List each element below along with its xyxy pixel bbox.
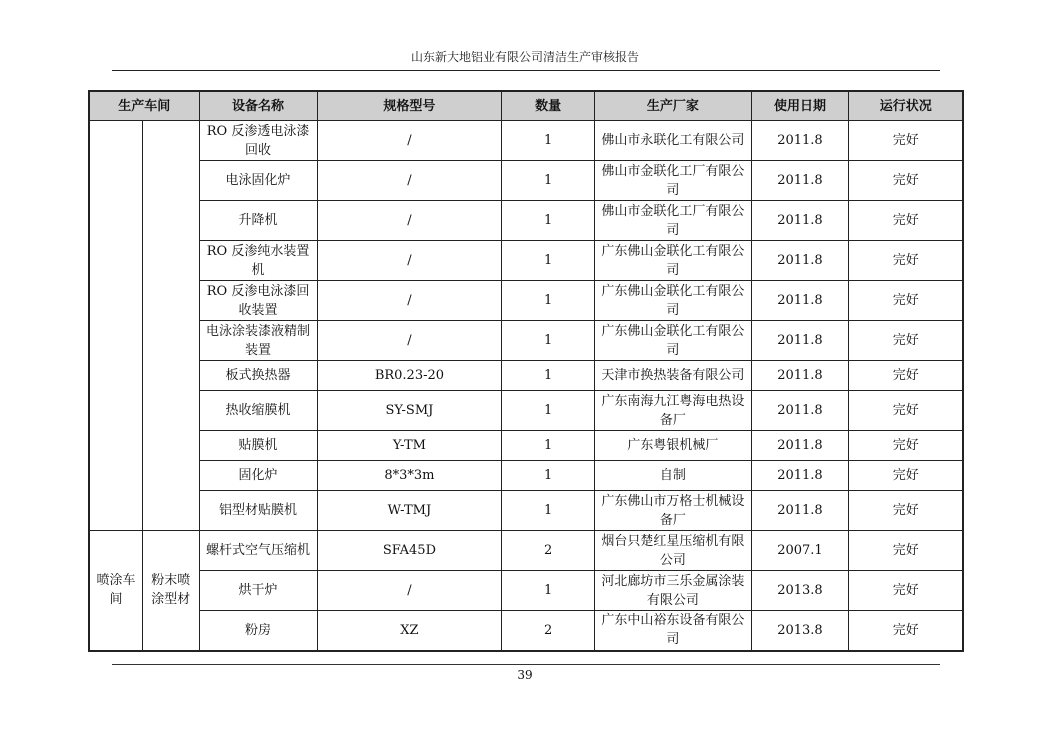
manufacturer-cell: 广东南海九江粤海电热设备厂 [595, 391, 751, 431]
table-row [89, 461, 963, 491]
equipment-table [88, 90, 964, 652]
status-cell: 完好 [849, 391, 963, 431]
manufacturer-cell: 广东佛山金联化工有限公司 [595, 241, 751, 281]
use-date-cell: 2011.8 [751, 361, 849, 391]
table-row [89, 391, 963, 431]
spec-cell: / [317, 121, 502, 161]
table-row [89, 431, 963, 461]
line-cell [142, 121, 199, 531]
table-row [89, 611, 963, 651]
col-header-status: 运行状况 [849, 91, 963, 121]
table-row [89, 571, 963, 611]
use-date-cell: 2011.8 [751, 161, 849, 201]
workshop-cell [89, 121, 142, 531]
col-header-maker: 生产厂家 [595, 91, 751, 121]
quantity-cell: 2 [502, 611, 595, 651]
equipment-name-cell: 固化炉 [199, 461, 317, 491]
status-cell: 完好 [849, 361, 963, 391]
spec-cell: SFA45D [317, 531, 502, 571]
footer-rule [112, 664, 940, 665]
table-row [89, 121, 963, 161]
use-date-cell: 2013.8 [751, 611, 849, 651]
equipment-name-cell: 铝型材贴膜机 [199, 491, 317, 531]
table-row [89, 241, 963, 281]
manufacturer-cell: 天津市换热装备有限公司 [595, 361, 751, 391]
header-rule [112, 70, 940, 71]
quantity-cell: 1 [502, 491, 595, 531]
status-cell: 完好 [849, 121, 963, 161]
spec-cell: SY-SMJ [317, 391, 502, 431]
spec-cell: Y-TM [317, 431, 502, 461]
use-date-cell: 2011.8 [751, 321, 849, 361]
use-date-cell: 2011.8 [751, 281, 849, 321]
quantity-cell: 1 [502, 281, 595, 321]
use-date-cell: 2011.8 [751, 391, 849, 431]
status-cell: 完好 [849, 571, 963, 611]
use-date-cell: 2011.8 [751, 461, 849, 491]
page-header: 山东新大地铝业有限公司清洁生产审核报告 [410, 50, 639, 64]
spec-cell: / [317, 281, 502, 321]
spec-cell: XZ [317, 611, 502, 651]
use-date-cell: 2011.8 [751, 201, 849, 241]
status-cell: 完好 [849, 241, 963, 281]
spec-cell: / [317, 201, 502, 241]
status-cell: 完好 [849, 531, 963, 571]
table-header-row [89, 91, 963, 121]
use-date-cell: 2007.1 [751, 531, 849, 571]
quantity-cell: 1 [502, 161, 595, 201]
spec-cell: / [317, 161, 502, 201]
spec-cell: 8*3*3m [317, 461, 502, 491]
equipment-name-cell: 贴膜机 [199, 431, 317, 461]
table-row [89, 201, 963, 241]
spec-cell: / [317, 321, 502, 361]
quantity-cell: 1 [502, 201, 595, 241]
quantity-cell: 1 [502, 241, 595, 281]
spec-cell: / [317, 571, 502, 611]
line-cell: 粉末喷涂型材 [142, 531, 199, 651]
page-number: 39 [517, 668, 533, 682]
table-row [89, 161, 963, 201]
table-row [89, 361, 963, 391]
quantity-cell: 2 [502, 531, 595, 571]
use-date-cell: 2011.8 [751, 121, 849, 161]
status-cell: 完好 [849, 431, 963, 461]
equipment-name-cell: 烘干炉 [199, 571, 317, 611]
equipment-name-cell: 电泳固化炉 [199, 161, 317, 201]
col-header-date: 使用日期 [751, 91, 849, 121]
manufacturer-cell: 自制 [595, 461, 751, 491]
col-header-equipment: 设备名称 [199, 91, 317, 121]
manufacturer-cell: 广东粤银机械厂 [595, 431, 751, 461]
status-cell: 完好 [849, 281, 963, 321]
manufacturer-cell: 广东中山裕东设备有限公司 [595, 611, 751, 651]
manufacturer-cell: 佛山市金联化工厂有限公司 [595, 161, 751, 201]
status-cell: 完好 [849, 491, 963, 531]
manufacturer-cell: 河北廊坊市三乐金属涂装有限公司 [595, 571, 751, 611]
equipment-name-cell: 热收缩膜机 [199, 391, 317, 431]
manufacturer-cell: 佛山市金联化工厂有限公司 [595, 201, 751, 241]
table-row [89, 321, 963, 361]
quantity-cell: 1 [502, 361, 595, 391]
equipment-name-cell: 板式换热器 [199, 361, 317, 391]
col-header-workshop: 生产车间 [89, 91, 199, 121]
manufacturer-cell: 佛山市永联化工有限公司 [595, 121, 751, 161]
quantity-cell: 1 [502, 121, 595, 161]
table-row [89, 531, 963, 571]
equipment-name-cell: RO 反渗纯水装置机 [199, 241, 317, 281]
use-date-cell: 2011.8 [751, 491, 849, 531]
quantity-cell: 1 [502, 391, 595, 431]
status-cell: 完好 [849, 461, 963, 491]
table-row [89, 491, 963, 531]
use-date-cell: 2013.8 [751, 571, 849, 611]
quantity-cell: 1 [502, 321, 595, 361]
equipment-name-cell: 升降机 [199, 201, 317, 241]
equipment-name-cell: RO 反渗透电泳漆回收 [199, 121, 317, 161]
quantity-cell: 1 [502, 461, 595, 491]
spec-cell: W-TMJ [317, 491, 502, 531]
status-cell: 完好 [849, 201, 963, 241]
status-cell: 完好 [849, 611, 963, 651]
status-cell: 完好 [849, 321, 963, 361]
col-header-spec: 规格型号 [317, 91, 502, 121]
equipment-name-cell: 粉房 [199, 611, 317, 651]
spec-cell: / [317, 241, 502, 281]
use-date-cell: 2011.8 [751, 431, 849, 461]
workshop-cell: 喷涂车间 [89, 531, 142, 651]
equipment-name-cell: RO 反渗电泳漆回收装置 [199, 281, 317, 321]
spec-cell: BR0.23-20 [317, 361, 502, 391]
manufacturer-cell: 广东佛山金联化工有限公司 [595, 281, 751, 321]
use-date-cell: 2011.8 [751, 241, 849, 281]
quantity-cell: 1 [502, 431, 595, 461]
manufacturer-cell: 广东佛山市万格士机械设备厂 [595, 491, 751, 531]
manufacturer-cell: 广东佛山金联化工有限公司 [595, 321, 751, 361]
quantity-cell: 1 [502, 571, 595, 611]
table-row [89, 281, 963, 321]
equipment-name-cell: 螺杆式空气压缩机 [199, 531, 317, 571]
status-cell: 完好 [849, 161, 963, 201]
manufacturer-cell: 烟台只楚红星压缩机有限公司 [595, 531, 751, 571]
col-header-qty: 数量 [502, 91, 595, 121]
equipment-name-cell: 电泳涂装漆液精制装置 [199, 321, 317, 361]
